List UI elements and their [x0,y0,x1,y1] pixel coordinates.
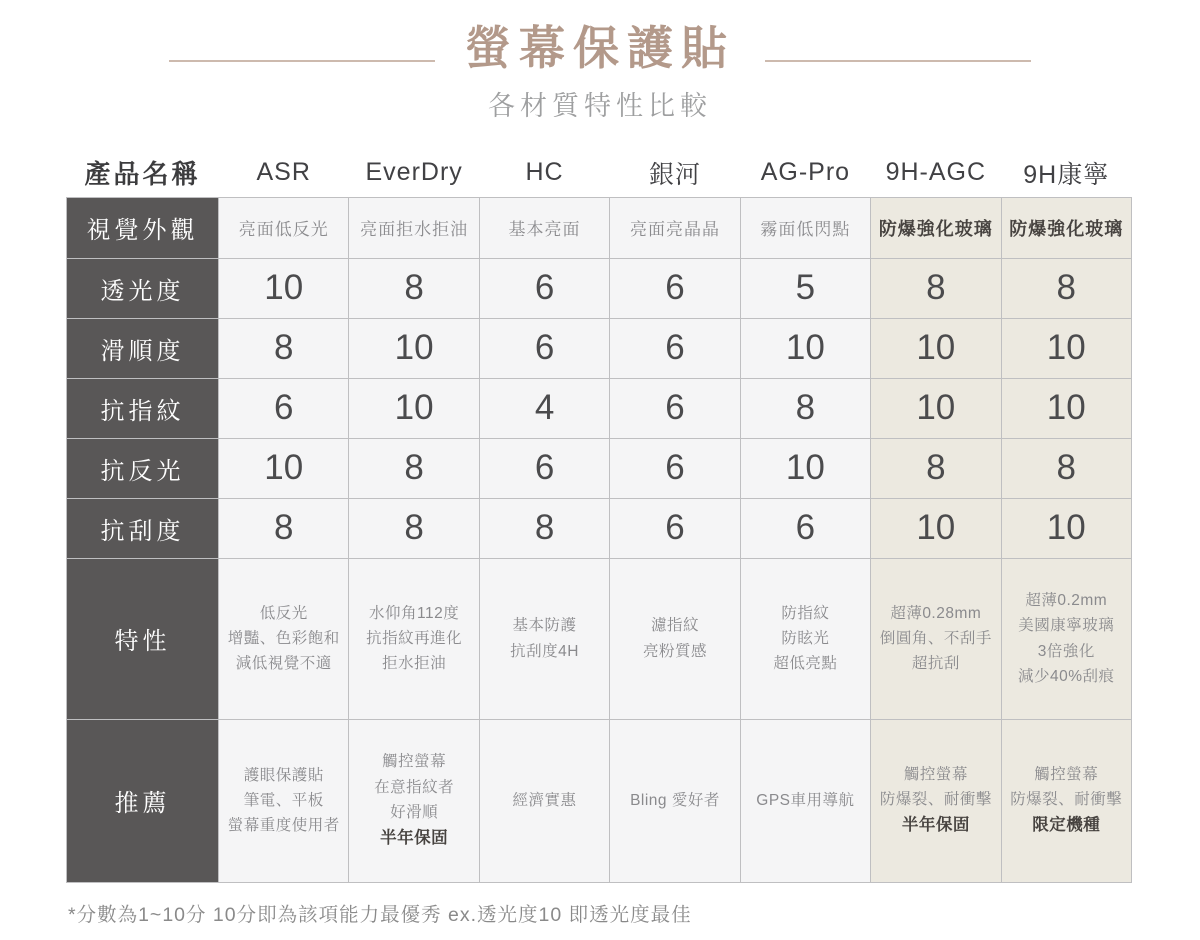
table-row [67,197,1132,258]
table-cell [740,378,870,438]
table-cell [871,197,1001,258]
cell-text: 防指紋 [781,604,830,622]
row-label: 透光度 [67,258,219,318]
table-row [67,438,1132,498]
product-name: AG-Pro [760,158,851,186]
table-cell [349,318,479,378]
table-cell [610,558,740,719]
table-cell [219,498,349,558]
row-label: 推薦 [67,719,219,882]
title-rule-right [765,60,1031,62]
product-name: 銀河 [648,160,701,189]
cell-text: 防爆裂、耐衝擊 [1010,791,1123,809]
table-cell [610,719,740,882]
cell-text: 8 [404,508,424,547]
table-cell [349,719,479,882]
cell-text: 8 [795,388,816,427]
cell-text: 10 [916,388,956,427]
cell-text: 亮面拒水拒油 [360,220,469,239]
cell-text: 防眩光 [781,629,830,647]
product-name: 9H康寧 [1023,160,1110,189]
cell-text: 觸控螢幕 [1034,766,1099,784]
cell-text: 亮面亮晶晶 [629,220,720,239]
table-cell [349,258,479,318]
cell-text: 8 [534,508,555,547]
page-subtitle: 各材質特性比較 [488,90,712,121]
cell-text: 經濟實惠 [512,791,577,809]
cell-text: 防爆強化玻璃 [878,218,993,239]
title-row [0,20,1200,78]
cell-text: 在意指紋者 [374,778,455,796]
product-name: HC [525,158,564,186]
table-cell [479,558,609,719]
cell-text: 抗指紋再進化 [366,629,463,647]
table-cell [349,558,479,719]
table-cell [740,258,870,318]
cell-text: 8 [404,268,424,307]
cell-text: 濾指紋 [650,617,699,635]
comparison-table [66,149,1132,883]
table-cell [871,318,1001,378]
cell-text: 倒圓角、不刮手 [879,629,992,647]
cell-text: 10 [1046,388,1086,427]
table-row [67,498,1132,558]
table-cell [610,258,740,318]
table-cell [871,258,1001,318]
cell-text: 超薄0.28mm [890,604,982,622]
table-cell [1001,197,1131,258]
table-cell [1001,378,1131,438]
cell-text: 8 [1056,268,1076,307]
row-label: 抗反光 [67,438,219,498]
table-cell [349,378,479,438]
cell-text: 限定機種 [1032,816,1101,835]
cell-text: 基本亮面 [508,220,581,239]
cell-text: 6 [534,448,555,487]
cell-text: 增豔、色彩飽和 [227,629,340,647]
product-name: ASR [256,158,311,186]
table-cell [219,378,349,438]
table-cell [1001,258,1131,318]
cell-text: 10 [1046,508,1086,547]
cell-text: 超抗刮 [911,655,960,673]
table-body [67,197,1132,882]
cell-text: 抗刮度4H [510,642,579,660]
table-cell [479,719,609,882]
table-cell [349,498,479,558]
cell-text: Bling 愛好者 [630,791,720,809]
cell-text: 防爆裂、耐衝擊 [879,791,992,809]
cell-text: 低反光 [259,604,308,622]
table-cell [219,197,349,258]
cell-text: 亮粉質感 [642,642,707,660]
corner-label: 產品名稱 [84,159,201,189]
table-cell [1001,558,1131,719]
table-cell [1001,719,1131,882]
cell-text: 6 [665,388,685,427]
cell-text: 8 [1056,448,1076,487]
cell-text: 6 [665,328,685,367]
row-label: 特性 [67,558,219,719]
table-cell [479,438,609,498]
page-title: 螢幕保護貼 [465,21,735,75]
cell-text: 6 [273,388,294,427]
cell-text: 6 [665,508,685,547]
row-label: 視覺外觀 [67,197,219,258]
cell-text: 6 [665,448,685,487]
table-cell [610,197,740,258]
table-cell [219,438,349,498]
cell-text: 護眼保護貼 [243,766,324,784]
cell-text: 減少40%刮痕 [1018,667,1115,685]
cell-text: 半年保固 [901,816,970,835]
cell-text: 筆電、平板 [243,791,324,809]
table-cell [610,498,740,558]
table-row [67,378,1132,438]
cell-text: 6 [534,328,555,367]
table-cell [1001,498,1131,558]
table-row [67,318,1132,378]
cell-text: 8 [273,508,294,547]
table-cell [349,438,479,498]
cell-text: 10 [394,388,434,427]
cell-text: 防爆強化玻璃 [1009,218,1124,239]
cell-text: 超低亮點 [773,655,838,673]
cell-text: 亮面低反光 [238,220,329,239]
table-cell [219,558,349,719]
table-cell [219,258,349,318]
table-cell [871,558,1001,719]
cell-text: 8 [926,268,946,307]
table-row [67,558,1132,719]
cell-text: 螢幕重度使用者 [227,817,340,835]
cell-text: 10 [916,508,956,547]
row-label: 抗指紋 [67,378,219,438]
table-cell [479,197,609,258]
table-cell [1001,318,1131,378]
cell-text: 霧面低閃點 [760,220,851,239]
cell-text: 5 [795,268,816,307]
cell-text: 10 [394,328,434,367]
table-cell [871,438,1001,498]
table-cell [740,438,870,498]
table-cell [740,558,870,719]
table-cell [610,318,740,378]
table-row [67,719,1132,882]
cell-text: 超薄0.2mm [1025,592,1108,610]
table-cell [871,498,1001,558]
table-cell [479,378,609,438]
table-cell [740,498,870,558]
table-cell [479,318,609,378]
cell-text: 10 [264,268,304,307]
product-name: 9H-AGC [885,158,987,186]
footnote: *分數為1~10分 10分即為該項能力最優秀 ex.透光度10 即透光度最佳 [68,903,692,926]
row-label: 抗刮度 [67,498,219,558]
cell-text: 6 [534,268,555,307]
cell-text: 好滑順 [390,803,439,821]
cell-text: 觸控螢幕 [903,766,968,784]
cell-text: 6 [795,508,816,547]
cell-text: 拒水拒油 [382,655,447,673]
table-row [67,258,1132,318]
table-cell [219,318,349,378]
cell-text: 減低視覺不適 [235,655,332,673]
cell-text: 10 [916,328,956,367]
table-cell [740,318,870,378]
product-name-row [67,149,1132,198]
table-cell [479,498,609,558]
cell-text: 6 [665,268,685,307]
cell-text: 3倍強化 [1037,642,1095,660]
cell-text: 8 [404,448,424,487]
cell-text: GPS車用導航 [756,791,855,809]
table-cell [610,378,740,438]
title-rule-left [169,60,435,62]
row-label: 滑順度 [67,318,219,378]
table-cell [610,438,740,498]
table-cell [871,378,1001,438]
table-cell [479,258,609,318]
cell-text: 4 [534,388,555,427]
cell-text: 10 [1046,328,1086,367]
cell-text: 美國康寧玻璃 [1018,617,1115,635]
cell-text: 10 [785,448,825,487]
cell-text: 10 [785,328,825,367]
table-cell [740,719,870,882]
table-cell [871,719,1001,882]
cell-text: 半年保固 [380,828,449,847]
cell-text: 基本防護 [512,617,577,635]
cell-text: 10 [264,448,304,487]
cell-text: 8 [273,328,294,367]
cell-text: 觸控螢幕 [382,753,447,771]
table-cell [219,719,349,882]
table-cell [349,197,479,258]
cell-text: 8 [926,448,946,487]
product-name: EverDry [365,158,463,186]
table-cell [740,197,870,258]
header [0,0,1200,123]
table-cell [1001,438,1131,498]
cell-text: 水仰角112度 [369,604,460,622]
table-header [67,149,1132,198]
